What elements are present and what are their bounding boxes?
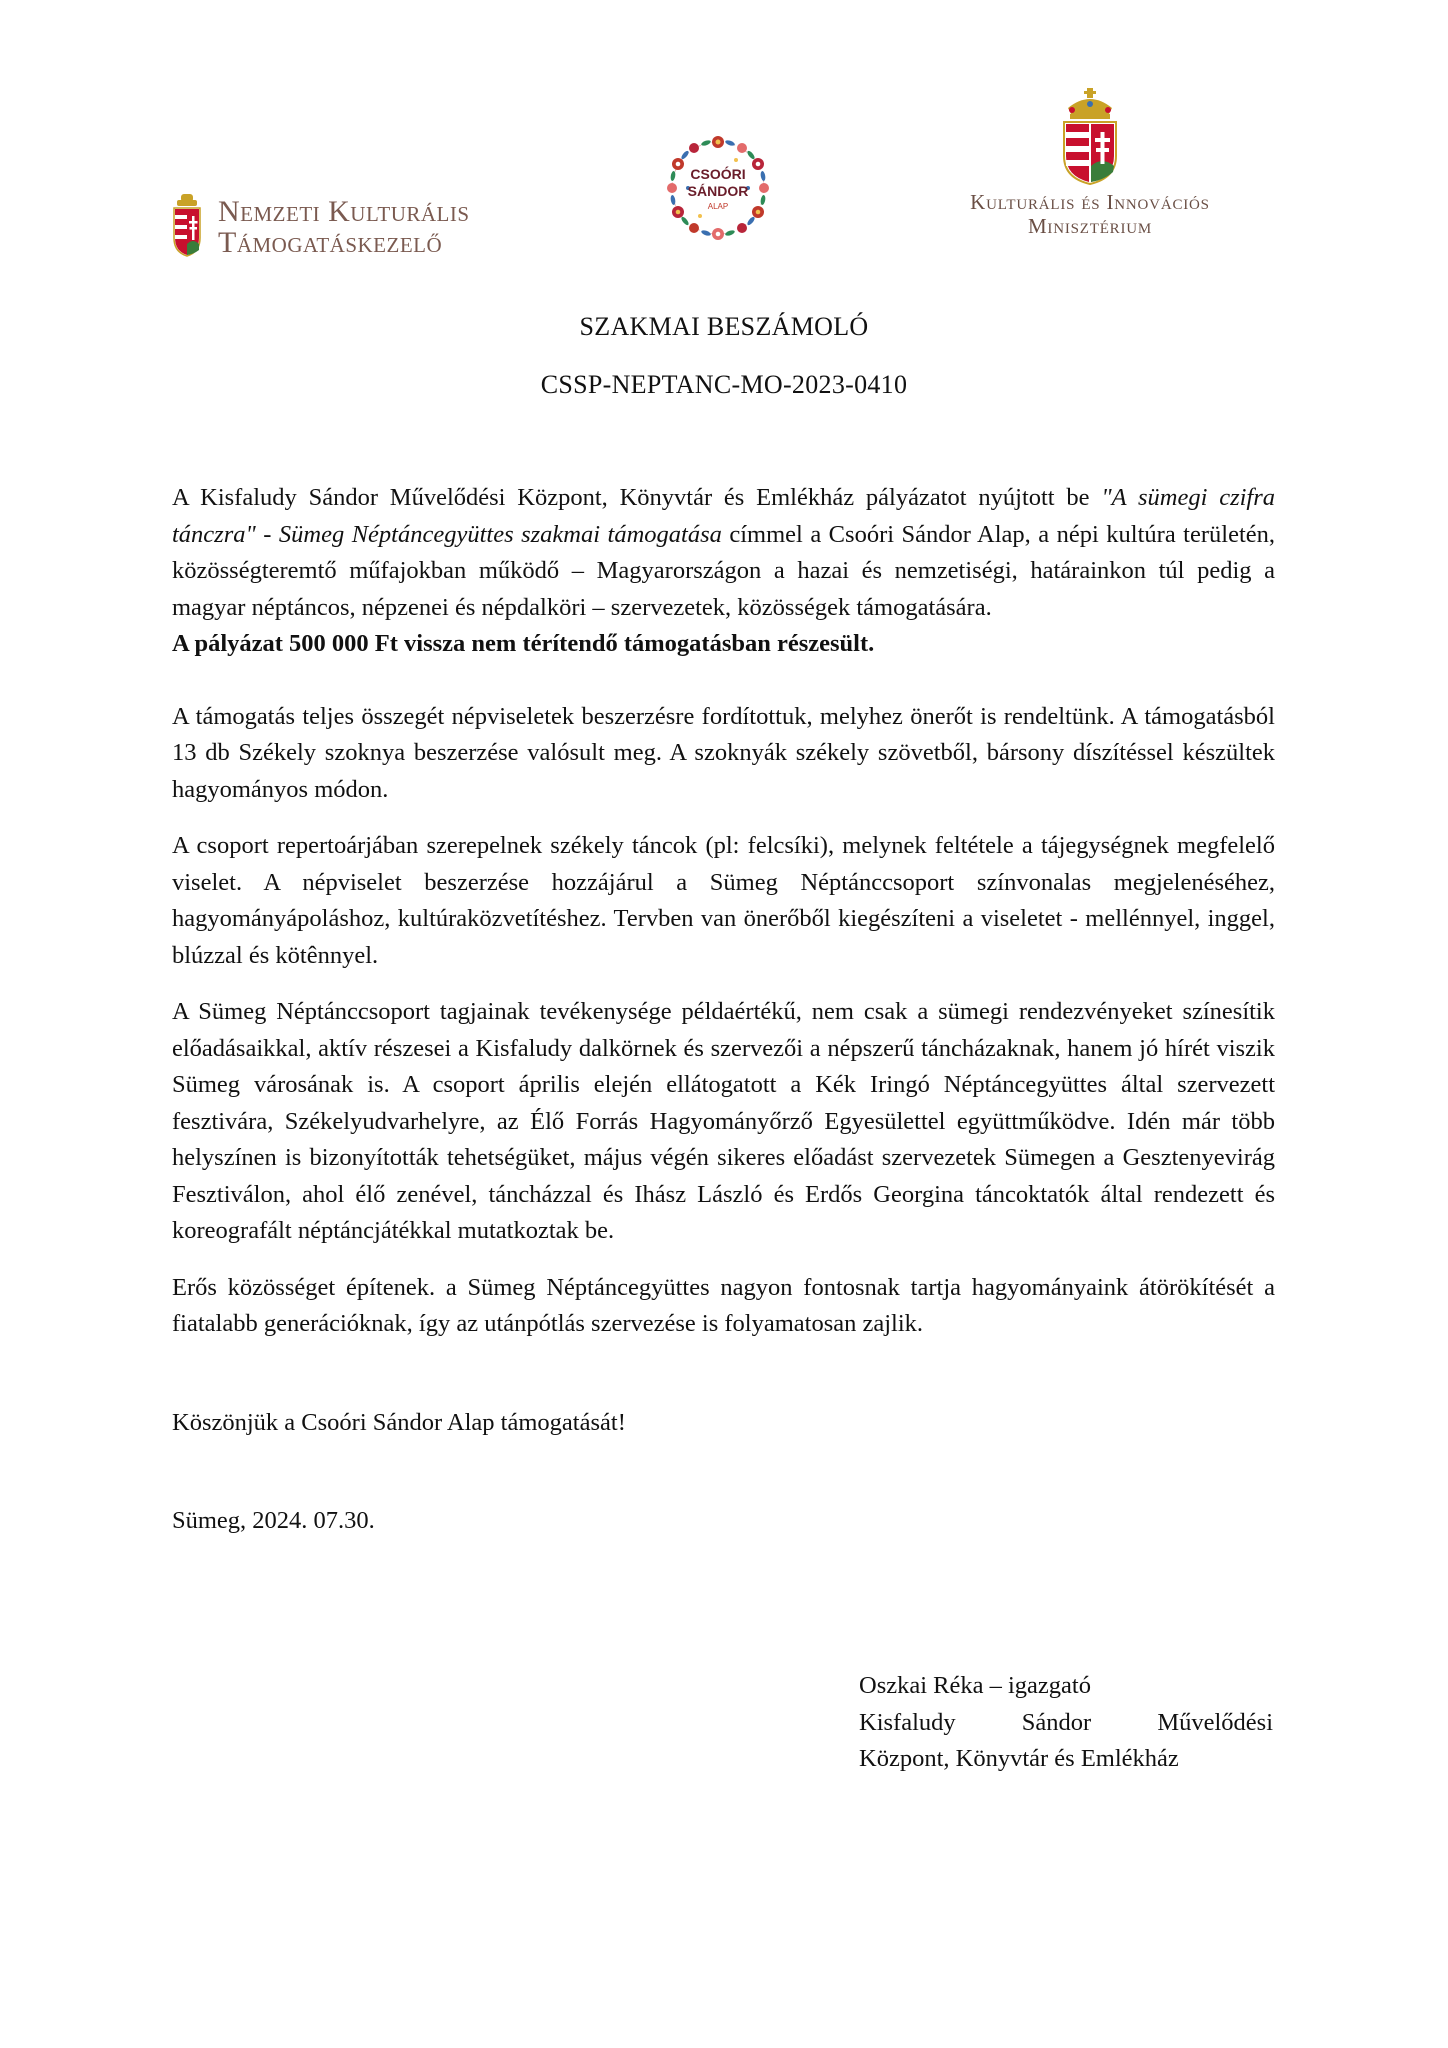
- intro-text-start: A Kisfaludy Sándor Művelődési Központ, Könyvtár és Emlékház pályázatot nyújtott be: [172, 484, 1102, 511]
- intro-paragraph: [172, 480, 1275, 626]
- paragraph-activities: A Sümeg Néptánccsoport tagjainak tevékenysége példaértékű, nem csak a sümegi rendezvényeket színesítik előadásaikkal, aktív részesei a Kisfaludy dalkörnek és szervezői a népszerű táncházaknak, hanem jó hírét viszik Sümeg városának is. A csoport április elején ellátogatott a Kék Iringó Néptáncegyüttes által szervezett fesztivára, Székelyudvarhelyre, az Élő Forrás Hagyományőrző Egyesülettel együttműködve. Idén már több helyszínen is bizonyították tehetségüket, május végén sikeres előadást szervezetek Sümegen a Gesztenyevirág Fesztiválon, ahol élő zenével, táncházzal és Ihász László és Erdős Georgina táncoktatók által rendezett és koreografált néptáncjátékkal mutatkoztak be.: [172, 998, 1275, 1244]
- signatory-org-line2: Központ, Könyvtár és Emlékház: [859, 1745, 1179, 1772]
- nkt-logo-line1: Nemzeti Kulturális: [218, 195, 470, 228]
- signature-block: [859, 1668, 1273, 1778]
- grant-statement: A pályázat 500 000 Ft vissza nem térítendő támogatásban részesült.: [172, 630, 875, 657]
- nkt-logo-text: [218, 196, 470, 258]
- document-reference: CSSP-NEPTANC-MO-2023-0410: [540, 370, 908, 399]
- csoori-sandor-alap-logo: [660, 130, 776, 246]
- thanks-line: Köszönjük a Csoóri Sándor Alap támogatását!: [172, 1408, 626, 1436]
- spacer: [172, 1343, 1275, 1405]
- kim-logo: [940, 86, 1240, 246]
- csoori-logo-line1: CSOÓRI: [690, 166, 746, 182]
- project-title: "A sümegi czifra tánczra" - Sümeg Néptáncegyüttes szakmai támogatása: [172, 484, 1276, 548]
- hungarian-crest-icon: [172, 194, 202, 258]
- spacer: [172, 974, 1275, 994]
- nkt-logo: [172, 192, 512, 262]
- paragraph-community: Erős közösséget építenek. a Sümeg Néptáncegyüttes nagyon fontosnak tartja hagyományaink átörökítését a fiatalabb generációknak, így az utánpótlás szervezése is folyamatosan zajlik.: [172, 1273, 1275, 1337]
- spacer: [172, 808, 1275, 828]
- intro-text-end: címmel a Csoóri Sándor Alap, a népi kultúra területén, közösségteremtő műfajokban működő – Magyarországon a hazai és nemzetiségi, határainkon túl pedig a magyar néptáncos, népzenei és népdalköri – szervezetek, közösségek támogatására.: [172, 520, 1276, 621]
- kim-logo-line1: Kulturális és Innovációs: [970, 190, 1210, 214]
- signatory-name: Oszkai Réka – igazgató: [859, 1672, 1091, 1699]
- nkt-logo-line2: Támogatáskezelő: [218, 226, 443, 259]
- document-body: [172, 480, 1275, 1540]
- csoori-logo-line2: SÁNDOR: [687, 183, 749, 199]
- paragraph-procurement: A támogatás teljes összegét népviseletek beszerzésre fordítottuk, melyhez önerőt is rendeltünk. A támogatásból 13 db Székely szoknya beszerzése valósult meg. A szoknyák székely szövetből, bársony díszítéssel készültek hagyományos módon.: [172, 702, 1275, 803]
- place-date: Sümeg, 2024. 07.30.: [172, 1507, 375, 1534]
- hungarian-coat-of-arms-icon: [1058, 86, 1122, 186]
- kim-logo-line2: Minisztérium: [1027, 214, 1153, 238]
- spacer: [172, 1250, 1275, 1270]
- spacer: [172, 663, 1275, 699]
- signatory-org-line1: Kisfaludy Sándor Művelődési: [859, 1708, 1273, 1736]
- spacer: [172, 1441, 1275, 1503]
- kim-logo-text: [940, 190, 1240, 238]
- document-title: SZAKMAI BESZÁMOLÓ: [579, 312, 869, 341]
- csoori-logo-line3: ALAP: [707, 202, 729, 211]
- paragraph-repertoire: A csoport repertoárjában szerepelnek székely táncok (pl: felcsíki), melynek feltétele a tájegységnek megfelelő viselet. A népviselet beszerzése hozzájárul a Sümeg Néptánccsoport színvonalas megjelenéséhez, hagyományápoláshoz, kultúraközvetítéshez. Tervben van önerőből kiegészíteni a viseletet - mellénnyel, inggel, blúzzal és kötênnyel.: [172, 832, 1275, 969]
